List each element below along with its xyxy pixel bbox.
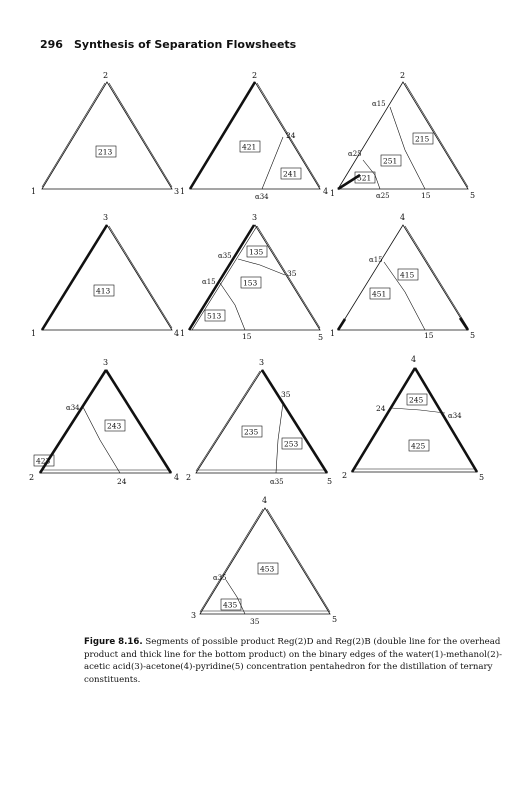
panel-8-region-label-2: 253: [284, 439, 299, 449]
panel-1-right-vertex: 3: [174, 187, 180, 196]
panel-7-region-label-2: 423: [36, 456, 51, 466]
panel-3-boundary-label-3: α25: [376, 192, 390, 200]
panel-10: [191, 496, 337, 626]
panel-5-right-vertex: 5: [318, 333, 324, 342]
panel-6: [330, 213, 475, 340]
panel-5: [180, 213, 323, 342]
panel-9-region-label-2: 425: [411, 441, 426, 451]
panel-7-region-label-1: 243: [107, 421, 122, 431]
panel-4: [31, 213, 179, 338]
caption-line-3: acetic acid(3)-acetone(4)-pyridine(5) concentration pentahedron for the distillation of ternary: [84, 662, 493, 673]
panel-9-boundary-label-1: 24: [376, 404, 386, 413]
panel-5-region-label-2: 153: [243, 278, 258, 288]
panel-10-region-label-1: 453: [260, 564, 275, 574]
panel-2-top-vertex: 2: [252, 71, 258, 80]
panel-2-triangle: [190, 82, 320, 189]
panel-9-right-vertex: 5: [479, 473, 485, 482]
panel-9-triangle: [352, 368, 477, 472]
panel-7-boundary-label-1: α34: [66, 404, 80, 412]
panel-3-top-vertex: 2: [400, 71, 406, 80]
panel-7-top-vertex: 3: [103, 358, 109, 367]
panel-10-boundary-label-1: α35: [213, 574, 227, 582]
caption-line-4: constituents.: [84, 674, 141, 685]
panel-1: [31, 71, 179, 196]
panel-5-boundary-label-4: 15: [242, 332, 252, 341]
panel-8-right-vertex: 5: [327, 477, 333, 486]
panel-4-right-vertex: 4: [174, 329, 180, 338]
panel-1-triangle: [42, 82, 172, 189]
panel-6-region-label-2: 451: [372, 289, 387, 299]
panel-3-region-label-2: 251: [383, 156, 398, 166]
panel-2-boundary-label-2: α34: [255, 193, 269, 201]
panel-8-boundary-label-2: α35: [270, 478, 284, 486]
panel-1-left-vertex: 1: [31, 187, 37, 196]
panel-3-region-label-3: 521: [357, 173, 372, 183]
panel-9-top-vertex: 4: [411, 355, 417, 364]
panel-5-boundary-label-1: α35: [218, 252, 232, 260]
panel-5-region-label-1: 135: [249, 247, 264, 257]
panel-9-region-label-1: 245: [409, 395, 424, 405]
page-number: 296: [40, 38, 63, 51]
figure-caption: [84, 636, 500, 686]
panel-1-top-vertex: 2: [103, 71, 109, 80]
panel-8-boundary-label-1: 35: [281, 390, 291, 399]
panel-10-boundary-label-2: 35: [250, 617, 260, 626]
panel-8-top-vertex: 3: [259, 358, 265, 367]
panel-1-region-label: 213: [98, 147, 113, 157]
panel-6-right-vertex: 5: [470, 331, 476, 340]
panel-2: [180, 71, 328, 201]
caption-text-1: Segments of possible product Reg(2)D and Reg(2)B (double line for the overhead: [145, 637, 501, 647]
panel-6-boundary-label-2: 15: [424, 331, 434, 340]
panel-3: [330, 71, 475, 200]
panel-2-left-vertex: 1: [180, 187, 186, 196]
panel-3-region-label-1: 215: [415, 134, 430, 144]
panel-3-right-vertex: 5: [470, 191, 476, 200]
panel-7-triangle: [40, 370, 171, 473]
panel-2-right-vertex: 4: [323, 187, 329, 196]
panel-8-region-label-1: 235: [244, 427, 259, 437]
panel-3-left-vertex: 1: [330, 189, 336, 198]
panel-2-region-label-1: 421: [242, 142, 257, 152]
panel-4-region-label: 413: [96, 286, 111, 296]
panel-5-top-vertex: 3: [252, 213, 258, 222]
running-title: Synthesis of Separation Flowsheets: [74, 38, 297, 51]
panel-8-left-vertex: 2: [186, 473, 192, 482]
panel-7-left-vertex: 2: [29, 473, 35, 482]
panel-3-boundary-label-2: α25: [348, 150, 362, 158]
panel-5-boundary-label-3: α15: [202, 278, 216, 286]
panel-8: [186, 358, 332, 486]
caption-line-2: product and thick line for the bottom product) on the binary edges of the water(1)-methanol(2)-: [84, 649, 502, 660]
panel-2-boundary-label-1: 24: [286, 131, 296, 140]
panel-5-boundary-label-2: 35: [287, 269, 297, 278]
panel-6-top-vertex: 4: [400, 213, 406, 222]
panel-6-left-vertex: 1: [330, 329, 336, 338]
panel-9-left-vertex: 2: [342, 471, 348, 480]
caption-line-1: [84, 636, 500, 649]
panel-9-boundary-label-2: α34: [448, 412, 462, 420]
panel-3-boundary-label-4: 15: [421, 191, 431, 200]
panel-7-right-vertex: 4: [174, 473, 180, 482]
panel-6-boundary-label-1: α15: [369, 256, 383, 264]
panel-2-region-label-2: 241: [283, 169, 298, 179]
panel-9: [342, 355, 484, 482]
panel-5-left-vertex: 1: [180, 329, 186, 338]
panel-10-left-vertex: 3: [191, 611, 197, 620]
caption-label: Figure 8.16.: [84, 637, 143, 647]
panel-8-triangle: [196, 370, 327, 473]
panel-5-region-label-3: 513: [207, 311, 222, 321]
panel-10-top-vertex: 4: [262, 496, 268, 505]
panel-10-region-label-2: 435: [223, 600, 238, 610]
panel-4-triangle: [42, 225, 172, 330]
panel-3-boundary-label-1: α15: [372, 100, 386, 108]
panel-4-left-vertex: 1: [31, 329, 37, 338]
panel-4-top-vertex: 3: [103, 213, 109, 222]
panel-7: [29, 358, 179, 486]
panel-10-right-vertex: 5: [332, 615, 338, 624]
panel-7-boundary-label-2: 24: [117, 477, 127, 486]
panel-6-region-label-1: 415: [400, 270, 415, 280]
panel-10-triangle: [200, 508, 330, 614]
